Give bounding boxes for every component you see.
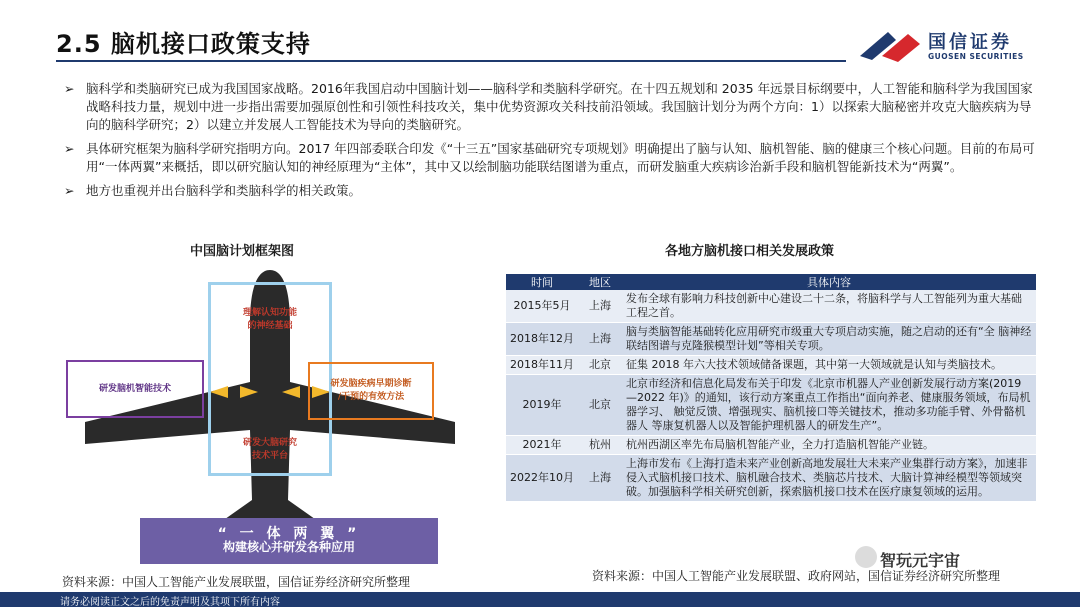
cell-date: 2019年 — [506, 375, 578, 436]
brand-name-cn: 国信证券 — [928, 32, 1012, 53]
table-header-row — [506, 274, 1036, 290]
cell-region: 上海 — [578, 323, 622, 356]
cell-content: 上海市发布《上海打造未来产业创新高地发展壮大未来产业集群行动方案》，加速非侵入式脑机接口技术、脑机融合技术、类脑芯片技术、大脑计算神经模型等领域突破。加强脑科学相关研究创新，探索脑机接口技术在医疗康复领域的运用。 — [622, 455, 1036, 502]
cell-content: 征集 2018 年六大技术领域储备课题，其中第一大领域就是认知与类脑技术。 — [622, 356, 1036, 375]
disclaimer-text: 请务必阅读正文之后的免责声明及其项下所有内容 — [60, 597, 280, 608]
bullet-text: 具体研究框架为脑科学研究指明方向。2017 年四部委联合印发《“十三五”国家基础研究专项规划》明确提出了脑与认知、脑机智能、脑的健康三个核心问题。目前的布局可用“一体两翼”来概括，即以研究脑认知的神经原理为“主体”，其中又以绘制脑功能联结图谱为重点，而研发脑重大疾病诊治新手段和脑机智能新技术为“两翼”。 — [86, 141, 1035, 174]
left-wing-box: 研发脑机智能技术 — [66, 360, 204, 418]
policy-table — [506, 274, 1036, 502]
cell-region: 上海 — [578, 455, 622, 502]
bullet-item — [64, 182, 1039, 200]
cell-region: 北京 — [578, 356, 622, 375]
table-title: 各地方脑机接口相关发展政策 — [665, 244, 835, 259]
cognition-basis-label: 理解认知功能 的神经基础 — [242, 308, 297, 331]
bullet-item — [64, 80, 1039, 134]
cell-region: 杭州 — [578, 436, 622, 455]
cell-date: 2018年12月 — [506, 323, 578, 356]
cell-content: 脑与类脑智能基础转化应用研究市级重大专项启动实施，随之启动的还有“全 脑神经联结图谱与克隆猴模型计划”等相关专项。 — [622, 323, 1036, 356]
cell-date: 2021年 — [506, 436, 578, 455]
column-header: 具体内容 — [622, 274, 1036, 290]
bullet-text: 地方也重视并出台脑科学和类脑科学的相关政策。 — [86, 183, 362, 198]
table-source: 资料来源：中国人工智能产业发展联盟、政府网站，国信证券经济研究所整理 — [592, 569, 1001, 583]
page-title: 2.5 脑机接口政策支持 — [56, 30, 311, 58]
cell-date: 2015年5月 — [506, 290, 578, 323]
cell-region: 北京 — [578, 375, 622, 436]
brain-plan-diagram — [60, 262, 480, 570]
diagram-source: 资料来源：中国人工智能产业发展联盟，国信证券经济研究所整理 — [62, 575, 411, 589]
bullet-list — [64, 80, 1039, 206]
cell-date: 2022年10月 — [506, 455, 578, 502]
bullet-text: 脑科学和类脑研究已成为我国国家战略。2016年我国启动中国脑计划——脑科学和类脑科学研究。在十四五规划和 2035 年远景目标纲要中，人工智能和脑科学为我国国家战略科技力量，规划中进一步指出需要加强原创性和引领性科技攻关，集中优势资源攻关科技前沿领域。我国脑计划分为两个方向：1）以探索大脑秘密并攻克大脑疾病为导向的脑科学研究；2）以建立并发展人工智能技术为导向的类脑研究。 — [86, 81, 1033, 132]
cell-date: 2018年11月 — [506, 356, 578, 375]
cell-content: 发布全球有影响力科技创新中心建设二十二条，将脑科学与人工智能列为重大基础工程之首。 — [622, 290, 1036, 323]
one-body-two-wings-banner — [140, 518, 438, 564]
watermark-text: 智玩元宇宙 — [880, 551, 961, 570]
banner-subtitle: 构建核心并研发各种应用 — [222, 540, 355, 554]
cell-content: 北京市经济和信息化局发布关于印发《北京市机器人产业创新发展行动方案(2019—2022 年)》的通知，该行动方案重点工作指出“面向养老、健康服务领域，布局机器学习、 触觉反馈、增强现实、脑机接口等关键技术，推动多功能手臂、外骨骼机器人 等康复机器人以及智能护理机器人的研发生产”。 — [622, 375, 1036, 436]
table-row — [506, 356, 1036, 375]
title-divider — [56, 60, 846, 62]
bullet-item — [64, 140, 1039, 176]
diagram-title: 中国脑计划框架图 — [190, 244, 295, 259]
table-row — [506, 375, 1036, 436]
table-row — [506, 455, 1036, 502]
table-row — [506, 436, 1036, 455]
banner-title: “ 一 体 两 翼 ” — [217, 526, 361, 542]
research-platform-label: 研发大脑研究 技术平台 — [242, 438, 297, 461]
cell-region: 上海 — [578, 290, 622, 323]
bullet-arrow-icon: ➢ — [64, 81, 75, 96]
brand-name-en: GUOSEN SECURITIES — [928, 52, 1024, 61]
guosen-logo-icon — [858, 26, 922, 66]
column-header: 地区 — [578, 274, 622, 290]
footer-bar — [0, 592, 1080, 607]
cell-content: 杭州西湖区率先布局脑机智能产业，全力打造脑机智能产业链。 — [622, 436, 1036, 455]
right-wing-box: 研发脑疾病早期诊断 /干预的有效方法 — [308, 362, 434, 420]
wechat-icon — [855, 546, 877, 568]
column-header: 时间 — [506, 274, 578, 290]
table-row — [506, 290, 1036, 323]
brand-logo — [858, 26, 1058, 66]
bullet-arrow-icon: ➢ — [64, 141, 75, 156]
table-row — [506, 323, 1036, 356]
bullet-arrow-icon: ➢ — [64, 183, 75, 198]
